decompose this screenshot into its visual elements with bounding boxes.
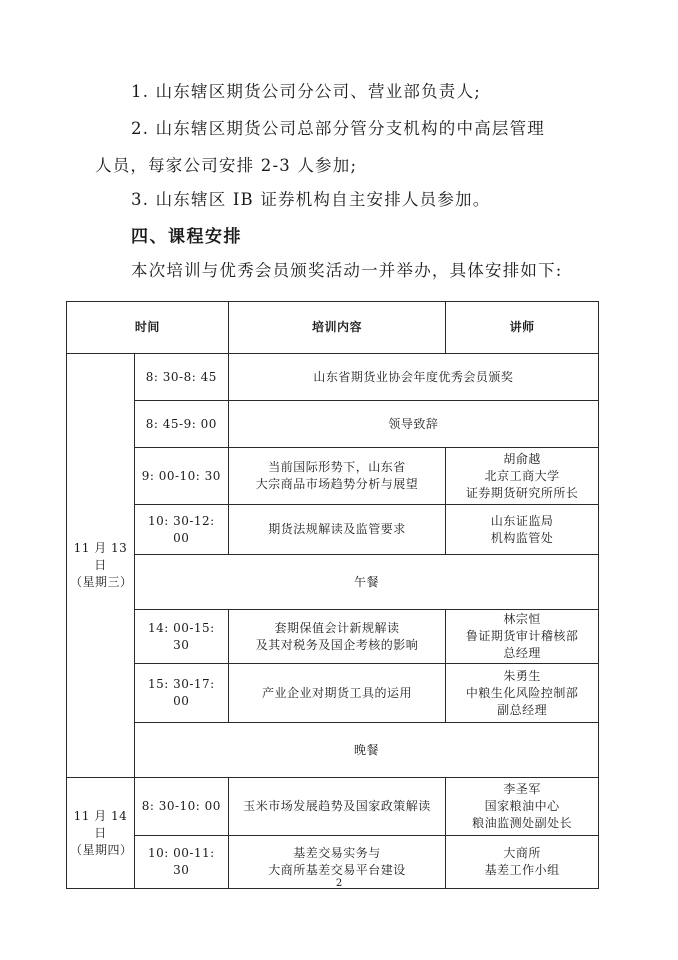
meal-cell-lunch: 午餐 [134, 555, 598, 610]
table-row [67, 610, 599, 664]
day-weekday: （星期四） [70, 842, 133, 857]
table-row [67, 664, 599, 723]
content-cell: 期货法规解读及监管要求 [228, 505, 446, 555]
intro-paragraph: 本次培训与优秀会员颁奖活动一并举办，具体安排如下: [131, 261, 563, 280]
header-time: 时间 [67, 302, 229, 354]
content-cell: 玉米市场发展趋势及国家政策解读 [228, 778, 446, 836]
schedule-table [66, 301, 599, 889]
day-date: 11 月 14 日 [73, 808, 128, 840]
day-weekday: （星期三） [70, 575, 133, 589]
table-row [67, 778, 599, 836]
table-row [67, 354, 599, 401]
time-cell: 14: 00-15: 30 [134, 610, 228, 664]
day-cell [67, 354, 135, 778]
list-item-2-line-1: 2. 山东辖区期货公司总部分管分支机构的中高层管理 [131, 119, 545, 138]
table-row [67, 448, 599, 505]
lecturer-cell: 胡俞越 北京工商大学 证券期货研究所所长 [446, 448, 599, 505]
meal-cell-dinner: 晚餐 [134, 723, 598, 778]
day-date: 11 月 13 日 [73, 541, 128, 572]
header-lecturer: 讲师 [446, 302, 599, 354]
table-row [67, 555, 599, 610]
table-row [67, 723, 599, 778]
page-number: 2 [335, 878, 343, 889]
time-cell: 15: 30-17: 00 [134, 664, 228, 723]
content-cell: 当前国际形势下，山东省 大宗商品市场趋势分析与展望 [228, 448, 446, 505]
day-cell [67, 778, 135, 889]
list-item-2-line-2: 人员，每家公司安排 2-3 人参加; [95, 156, 358, 175]
lecturer-cell: 李圣军 国家粮油中心 粮油监测处副处长 [446, 778, 599, 836]
content-cell: 套期保值会计新规解读 及其对税务及国企考核的影响 [228, 610, 446, 664]
list-item-1: 1. 山东辖区期货公司分公司、营业部负责人; [131, 82, 481, 101]
header-content: 培训内容 [228, 302, 446, 354]
time-cell: 8: 30-10: 00 [134, 778, 228, 836]
lecturer-cell: 林宗恒 鲁证期货审计稽核部 总经理 [446, 610, 599, 664]
content-cell: 基差交易实务与 大商所基差交易平台建设 [228, 836, 446, 889]
content-cell: 产业企业对期货工具的运用 [228, 664, 446, 723]
table-row [67, 505, 599, 555]
table-row [67, 401, 599, 448]
content-cell: 领导致辞 [228, 401, 598, 448]
lecturer-cell: 大商所 基差工作小组 [446, 836, 599, 889]
time-cell: 9: 00-10: 30 [134, 448, 228, 505]
time-cell: 8: 45-9: 00 [134, 401, 228, 448]
section-heading: 四、课程安排 [131, 227, 242, 247]
lecturer-cell: 山东证监局 机构监管处 [446, 505, 599, 555]
lecturer-cell: 朱勇生 中粮生化风险控制部 副总经理 [446, 664, 599, 723]
time-cell: 10: 30-12: 00 [134, 505, 228, 555]
time-cell: 8: 30-8: 45 [134, 354, 228, 401]
list-item-3: 3. 山东辖区 IB 证券机构自主安排人员参加。 [131, 190, 491, 209]
time-cell: 10: 00-11: 30 [134, 836, 228, 889]
content-cell: 山东省期货业协会年度优秀会员颁奖 [228, 354, 598, 401]
table-header-row [67, 302, 599, 354]
